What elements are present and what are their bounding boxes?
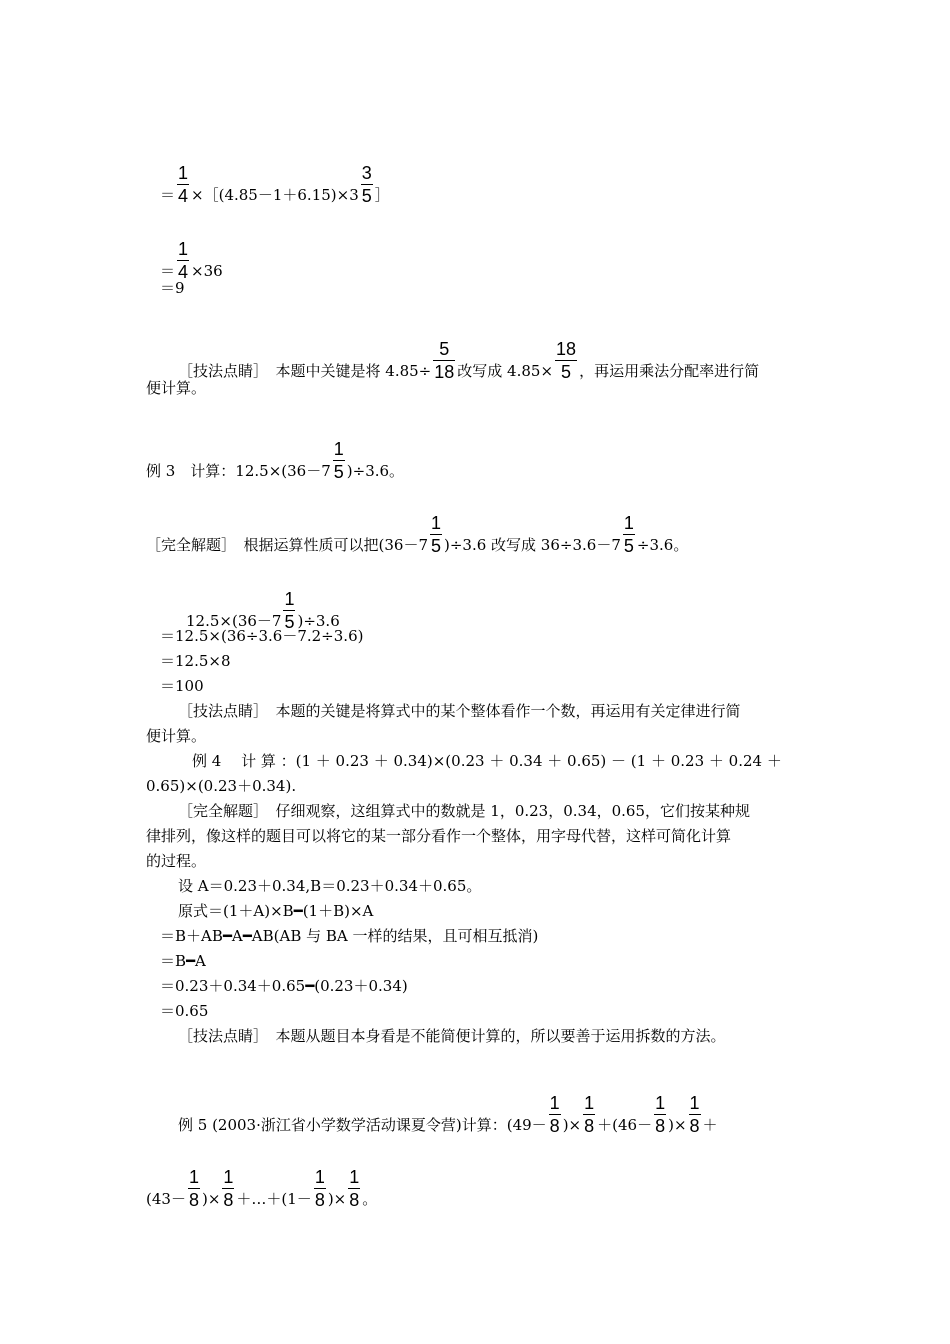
fraction: $\frac{1}{4}$	[178, 163, 189, 206]
fraction: $\frac{1}{8}$	[549, 1093, 560, 1136]
fraction: $\frac{1}{8}$	[689, 1093, 700, 1136]
fraction: $\frac{1}{8}$	[584, 1093, 595, 1136]
example-4-step-2: ＝B━A	[160, 952, 206, 970]
example-4-step-4: ＝0.65	[160, 1002, 209, 1020]
example-4-step-1: ＝B＋AB━A━AB(AB 与 BA 一样的结果，且可相互抵消)	[160, 927, 539, 945]
example-4-problem: 例 4 计 算 ：(1 ＋ 0.23 ＋ 0.34)×(0.23 ＋ 0.34 ＋ 0.65) － (1 ＋ 0.23 ＋ 0.24 ＋	[192, 752, 782, 770]
equation-step-1: ＝ $\frac{1}{4}$ ×［(4.85－1＋6.15)×3 $\frac{3}{5}$ ］	[160, 163, 390, 206]
fraction: $\frac{5}{18}$	[434, 339, 455, 382]
fraction: $\frac{1}{8}$	[314, 1167, 325, 1210]
technique-tip-3: ［技法点睛］ 本题的关键是将算式中的某个整体看作一个数，再运用有关定律进行简	[178, 702, 741, 720]
example-4-solution-cont-2: 的过程。	[146, 852, 207, 870]
example-4-step-3: ＝0.23＋0.34＋0.65━(0.23＋0.34)	[160, 977, 408, 995]
calc-3-line-3: ＝12.5×8	[160, 652, 231, 670]
example-4-let: 设 A＝0.23＋0.34,B＝0.23＋0.34＋0.65。	[178, 877, 482, 895]
fraction: $\frac{1}{8}$	[188, 1167, 199, 1210]
calc-3-line-4: ＝100	[160, 677, 204, 695]
fraction: $\frac{1}{5}$	[284, 589, 295, 632]
example-3-problem: 例 3 计算：12.5×(36－7 $\frac{1}{5}$ )÷3.6。	[146, 439, 405, 482]
example-5-problem: 例 5 (2003·浙江省小学数学活动课夏令营)计算：(49－ $\frac{1}{8}$ )× $\frac{1}{8}$ ＋(46－ $\frac{1}{8}$ )× $\frac{1}{8}$ ＋	[178, 1093, 718, 1136]
calc-3-line-1: 12.5×(36－7 $\frac{1}{5}$ )÷3.6	[186, 589, 340, 632]
fraction: $\frac{1}{5}$	[430, 513, 441, 556]
fraction: $\frac{1}{8}$	[349, 1167, 360, 1210]
example-5-problem-cont: (43－ $\frac{1}{8}$ )× $\frac{1}{8}$ ＋…＋(1－ $\frac{1}{8}$ )× $\frac{1}{8}$ 。	[146, 1167, 378, 1210]
fraction: $\frac{1}{5}$	[333, 439, 344, 482]
technique-tip-1: ［技法点睛］ 本题中关键是将 4.85÷ $\frac{5}{18}$ 改写成 4.85× $\frac{18}{5}$ ，再运用乘法分配率进行简	[178, 339, 760, 382]
fraction: $\frac{18}{5}$	[556, 339, 577, 382]
calc-3-line-2: ＝12.5×(36÷3.6－7.2÷3.6)	[160, 627, 364, 645]
example-4-solution: ［完全解题］ 仔细观察，这组算式中的数就是 1，0.23，0.34，0.65，它们按某种规	[178, 802, 751, 820]
example-4-original: 原式＝(1＋A)×B━(1＋B)×A	[178, 902, 374, 920]
fraction: $\frac{1}{8}$	[655, 1093, 666, 1136]
equation-step-3: ＝9	[160, 279, 185, 297]
fraction: $\frac{1}{5}$	[623, 513, 634, 556]
example-4-problem-cont: 0.65)×(0.23＋0.34).	[146, 777, 297, 795]
fraction: $\frac{1}{8}$	[223, 1167, 234, 1210]
example-3-solution: ［完全解题］ 根据运算性质可以把(36－7 $\frac{1}{5}$ )÷3.6 改写成 36÷3.6－7 $\frac{1}{5}$ ÷3.6。	[146, 513, 689, 556]
technique-tip-1-cont: 便计算。	[146, 379, 207, 397]
technique-tip-4: ［技法点睛］ 本题从题目本身看是不能简便计算的，所以要善于运用拆数的方法。	[178, 1027, 726, 1045]
equation-step-2: ＝ $\frac{1}{4}$ ×36	[160, 239, 223, 282]
fraction: $\frac{3}{5}$	[361, 163, 372, 206]
fraction: $\frac{1}{4}$	[178, 239, 189, 282]
example-4-solution-cont-1: 律排列，像这样的题目可以将它的某一部分看作一个整体，用字母代替，这样可简化计算	[146, 827, 732, 845]
technique-tip-3-cont: 便计算。	[146, 727, 207, 745]
